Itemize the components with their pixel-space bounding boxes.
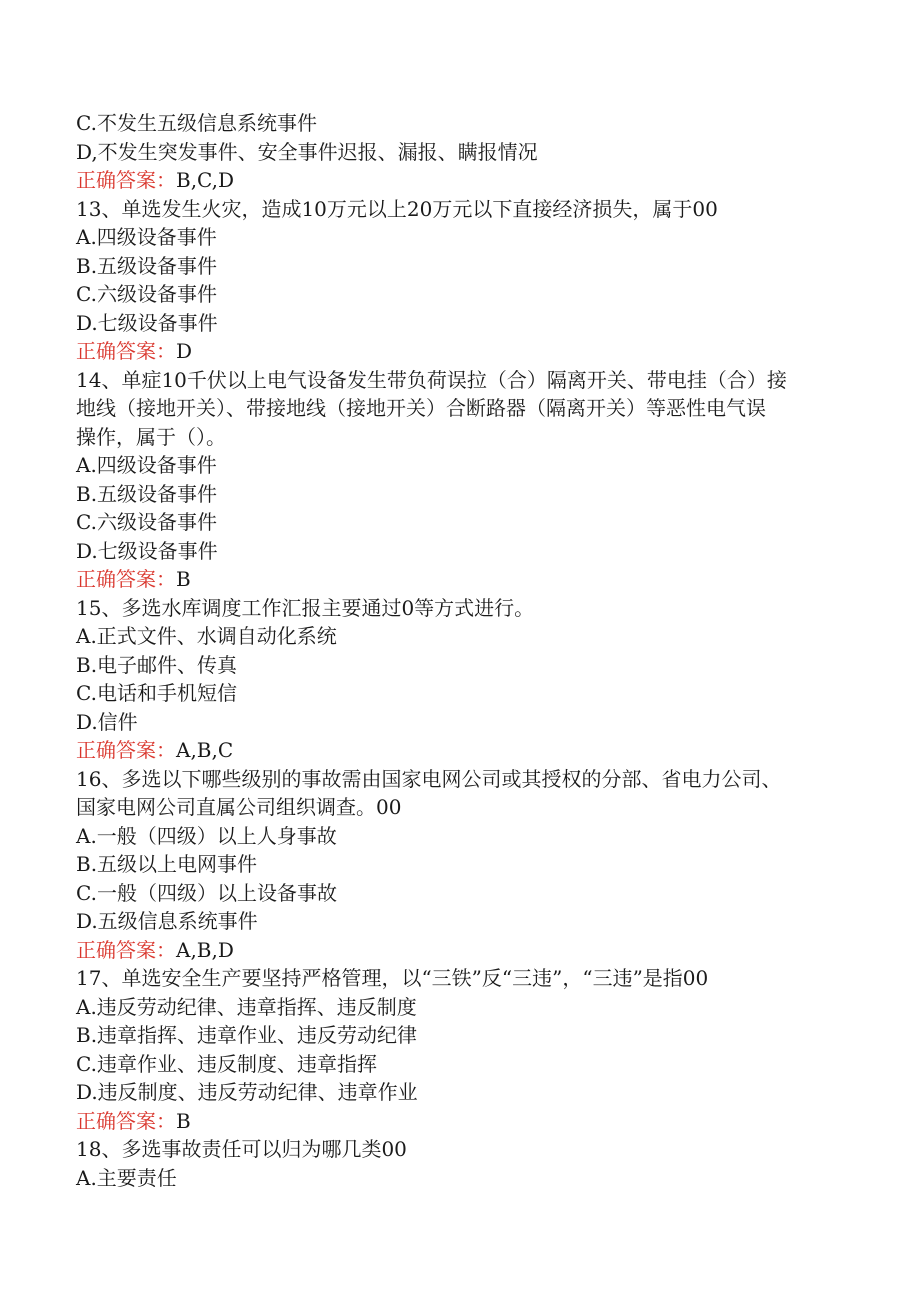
answer-label: 正确答案： bbox=[76, 168, 176, 192]
answer-option: C.一般（四级）以上设备事故 bbox=[76, 880, 337, 905]
correct-answer bbox=[76, 337, 856, 366]
answer-option: B.五级以上电网事件 bbox=[76, 852, 258, 876]
correct-answer bbox=[76, 736, 856, 765]
question-text: 地线（接地开关）、带接地线（接地开关）合断路器（隔离开关）等恶性电气误 bbox=[76, 396, 766, 420]
question-text: 13、单选发生火灾，造成10万元以上20万元以下直接经济损失，属于00 bbox=[76, 196, 718, 221]
answer-option: B.违章指挥、违章作业、违反劳动纪律 bbox=[76, 1023, 418, 1047]
answer-option: D.七级设备事件 bbox=[76, 538, 218, 563]
answer-option: C.违章作业、违反制度、违章指挥 bbox=[76, 1051, 377, 1076]
question-text: 18、多选事故责任可以归为哪几类00 bbox=[76, 1137, 407, 1161]
answer-option: D.违反制度、违反劳动纪律、违章作业 bbox=[76, 1080, 418, 1104]
answer-option: D,不发生突发事件、安全事件迟报、漏报、瞒报情况 bbox=[76, 139, 538, 164]
question-text: 16、多选以下哪些级别的事故需由国家电网公司或其授权的分部、省电力公司、 bbox=[76, 766, 782, 791]
answer-value: D bbox=[176, 339, 193, 363]
answer-option: A.一般（四级）以上人身事故 bbox=[76, 823, 337, 848]
answer-label: 正确答案： bbox=[76, 937, 176, 962]
answer-option: A.正式文件、水调自动化系统 bbox=[76, 624, 337, 648]
answer-option: B.电子邮件、传真 bbox=[76, 652, 238, 677]
answer-label: 正确答案： bbox=[76, 339, 176, 363]
answer-value: B bbox=[176, 567, 191, 591]
answer-label: 正确答案： bbox=[76, 1108, 176, 1133]
question-text: 15、多选水库调度工作汇报主要通过0等方式进行。 bbox=[76, 595, 535, 620]
answer-label: 正确答案： bbox=[76, 738, 176, 762]
answer-value: A,B,C bbox=[176, 738, 234, 762]
answer-option: D.五级信息系统事件 bbox=[76, 909, 258, 933]
answer-option: D.七级设备事件 bbox=[76, 310, 218, 335]
answer-label: 正确答案： bbox=[76, 567, 176, 591]
correct-answer bbox=[76, 936, 856, 965]
answer-option: D.信件 bbox=[76, 709, 138, 734]
answer-option: A.四级设备事件 bbox=[76, 225, 217, 249]
answer-value: B,C,D bbox=[176, 168, 235, 192]
correct-answer bbox=[76, 166, 856, 195]
document-body bbox=[76, 109, 856, 1192]
answer-option: A.违反劳动纪律、违章指挥、违反制度 bbox=[76, 994, 417, 1019]
question-text: 国家电网公司直属公司组织调查。00 bbox=[76, 795, 402, 819]
answer-option: C.六级设备事件 bbox=[76, 282, 217, 306]
answer-option: C.不发生五级信息系统事件 bbox=[76, 111, 317, 135]
question-text: 操作，属于（）。 bbox=[76, 424, 226, 449]
answer-value: B bbox=[176, 1108, 191, 1133]
answer-option: B.五级设备事件 bbox=[76, 481, 218, 506]
question-text: 17、单选安全生产要坚持严格管理，以“三铁”反“三违”，“三违”是指00 bbox=[76, 966, 709, 990]
answer-option: A.四级设备事件 bbox=[76, 453, 217, 477]
answer-option: C.六级设备事件 bbox=[76, 510, 217, 534]
answer-option: B.五级设备事件 bbox=[76, 253, 218, 278]
answer-option: C.电话和手机短信 bbox=[76, 681, 237, 705]
correct-answer bbox=[76, 1107, 856, 1136]
question-text: 14、单症10千伏以上电气设备发生带负荷误拉（合）隔离开关、带电挂（合）接 bbox=[76, 367, 787, 392]
answer-option: A.主要责任 bbox=[76, 1165, 177, 1190]
correct-answer bbox=[76, 565, 856, 594]
answer-value: A,B,D bbox=[176, 937, 234, 962]
